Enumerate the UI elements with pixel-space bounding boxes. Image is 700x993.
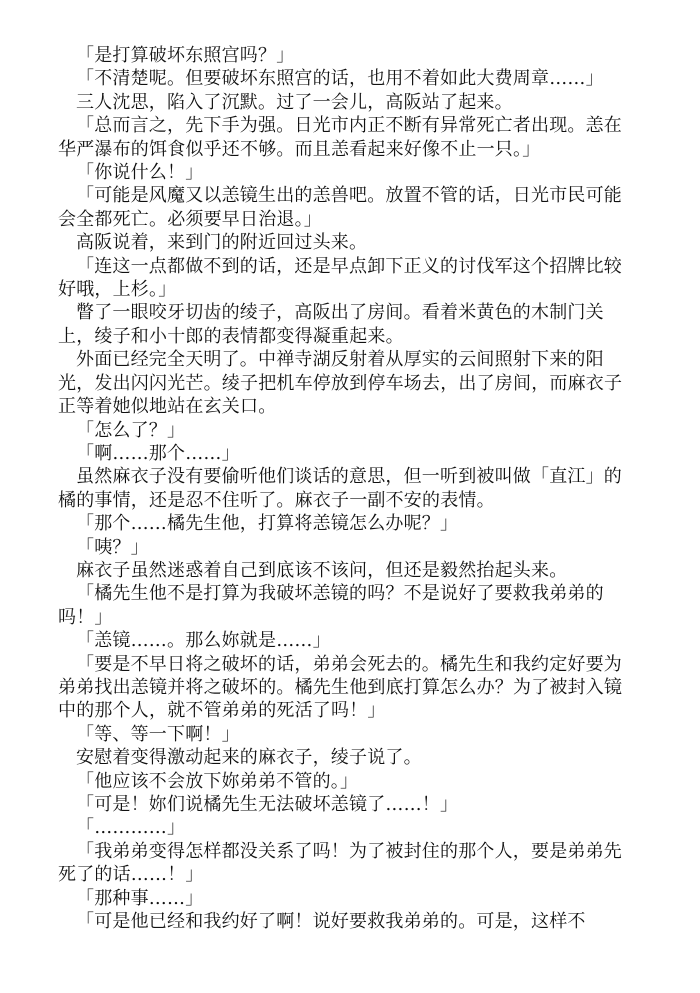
paragraph: 「连这一点都做不到的话，还是早点卸下正义的讨伐军这个招牌比较好哦，上杉。」 xyxy=(58,255,622,301)
paragraph: 「是打算破坏东照宫吗？」 xyxy=(76,45,295,66)
paragraph: 「你说什么！」 xyxy=(76,162,204,184)
paragraph: 「那个……橘先生他，打算将恙镜怎么办呢？」 xyxy=(76,513,459,535)
paragraph: 「我弟弟变得怎样都没关系了吗！为了被封住的那个人，要是弟弟先死了的话……！」 xyxy=(58,840,622,886)
paragraph: 「恙镜……。那么妳就是……」 xyxy=(76,630,331,652)
paragraph: 「总而言之，先下手为强。日光市内正不断有异常死亡者出现。恙在华严瀑布的饵食似乎还不够。而且恙看起来好像不止一只。」 xyxy=(58,115,622,160)
paragraph: 「咦？」 xyxy=(76,536,149,558)
paragraph: 「…………」 xyxy=(76,817,186,839)
paragraph: 安慰着变得激动起来的麻衣子，绫子说了。 xyxy=(76,747,422,769)
paragraph: 三人沈思，陷入了沉默。过了一会儿，高阪站了起来。 xyxy=(76,91,513,113)
paragraph: 「等、等一下啊！」 xyxy=(76,723,240,745)
paragraph: 「他应该不会放下妳弟弟不管的。」 xyxy=(76,770,359,792)
paragraph: 「不清楚呢。但要破坏东照宫的话，也用不着如此大费周章……」 xyxy=(76,68,604,90)
paragraph: 「怎么了？」 xyxy=(76,419,186,441)
paragraph: 瞥了一眼咬牙切齿的绫子，高阪出了房间。看着米黄色的木制门关上，绫子和小十郎的表情都变得凝重起来。 xyxy=(58,302,604,347)
paragraph: 「橘先生他不是打算为我破坏恙镜的吗？不是说好了要救我弟弟的吗！」 xyxy=(58,583,604,628)
paragraph: 「可是！妳们说橘先生无法破坏恙镜了……！」 xyxy=(76,794,459,815)
paragraph: 「可是他已经和我约好了啊！说好要救我弟弟的。可是，这样不 xyxy=(76,911,586,933)
paragraph: 高阪说着，来到门的附近回过头来。 xyxy=(76,232,368,254)
body-text xyxy=(58,44,630,933)
paragraph: 虽然麻衣子没有要偷听他们谈话的意思，但一听到被叫做「直江」的橘的事情，还是忍不住听了。麻衣子一副不安的表情。 xyxy=(58,466,622,511)
paragraph: 麻衣子虽然迷惑着自己到底该不该问，但还是毅然抬起头来。 xyxy=(76,559,568,581)
paragraph: 外面已经完全天明了。中禅寺湖反射着从厚实的云间照射下来的阳光，发出闪闪光芒。绫子把机车停放到停车场去，出了房间，而麻衣子正等着她似地站在玄关口。 xyxy=(58,349,623,418)
paragraph: 「啊……那个……」 xyxy=(76,442,240,464)
paragraph: 「那种事……」 xyxy=(76,887,204,909)
paragraph: 「要是不早日将之破坏的话，弟弟会死去的。橘先生和我约定好要为弟弟找出恙镜并将之破坏的。橘先生他到底打算怎么办？为了被封入镜中的那个人，就不管弟弟的死活了吗！」 xyxy=(58,653,623,722)
paragraph: 「可能是风魔又以恙镜生出的恙兽吧。放置不管的话，日光市民可能会全都死亡。必须要早日治退。」 xyxy=(58,185,622,230)
